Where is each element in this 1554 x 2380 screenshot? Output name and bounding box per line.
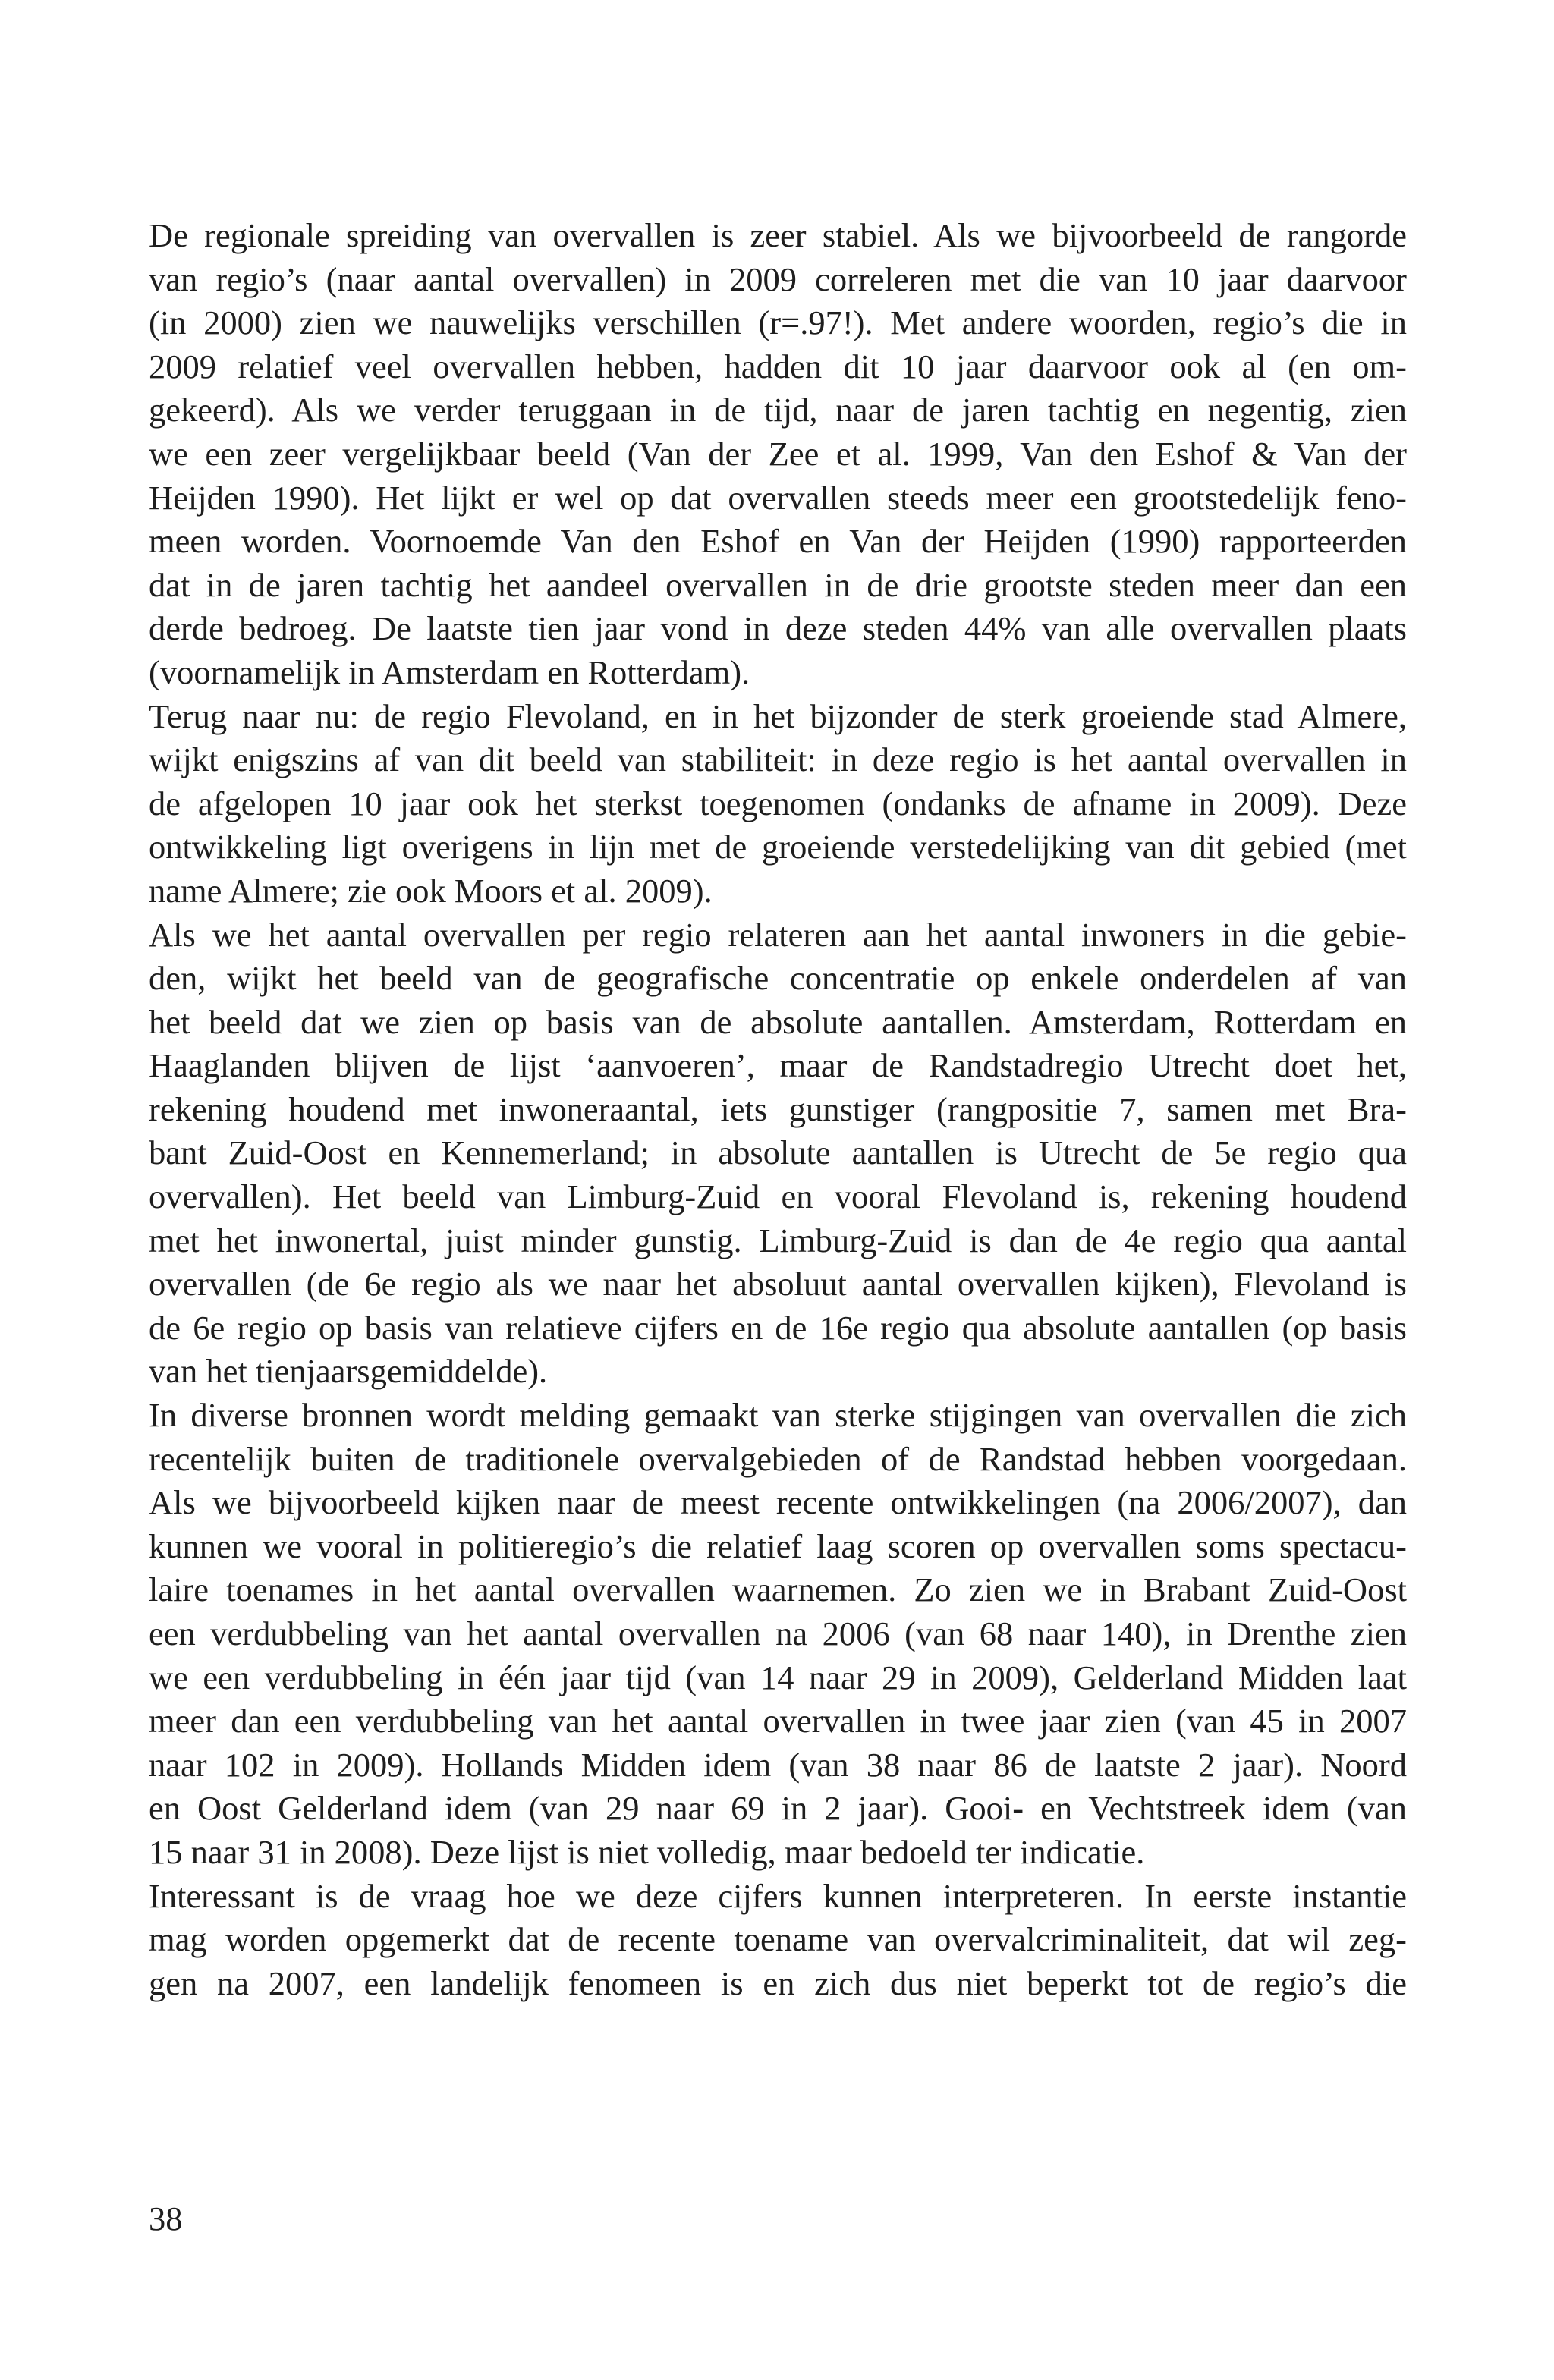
text-line: mag worden opgemerkt dat de recente toename van overvalcriminaliteit, dat wil zeg- <box>149 1920 1407 1959</box>
text-line: laire toenames in het aantal overvallen waarnemen. Zo zien we in Brabant Zuid-Oost <box>149 1570 1407 1609</box>
text-line: de 6e regio op basis van relatieve cijfers en de 16e regio qua absolute aantallen (op basis <box>149 1308 1407 1347</box>
text-line: Heijden 1990). Het lijkt er wel op dat overvallen steeds meer een grootstedelijk feno- <box>149 478 1407 517</box>
text-line: ontwikkeling ligt overigens in lijn met de groeiende verstedelijking van dit gebied (met <box>149 828 1407 866</box>
text-line: overvallen (de 6e regio als we naar het absoluut aantal overvallen kijken), Flevoland is <box>149 1265 1407 1303</box>
text-line: Als we bijvoorbeeld kijken naar de meest recente ontwikkelingen (na 2006/2007), dan <box>149 1483 1407 1522</box>
text-line: Als we het aantal overvallen per regio relateren aan het aantal inwoners in die gebie- <box>149 915 1407 954</box>
text-line: een verdubbeling van het aantal overvallen na 2006 (van 68 naar 140), in Drenthe zien <box>149 1614 1407 1652</box>
text-line: gekeerd). Als we verder teruggaan in de tijd, naar de jaren tachtig en negentig, zien <box>149 391 1407 429</box>
text-line: overvallen). Het beeld van Limburg-Zuid en vooral Flevoland is, rekening houdend <box>149 1177 1407 1216</box>
text-line: kunnen we vooral in politieregio’s die relatief laag scoren op overvallen soms spectacu- <box>149 1526 1407 1565</box>
paragraph <box>149 214 1407 695</box>
text-line: De regionale spreiding van overvallen is zeer stabiel. Als we bijvoorbeeld de rangorde <box>149 216 1407 254</box>
text-line: meer dan een verdubbeling van het aantal overvallen in twee jaar zien (van 45 in 2007 <box>149 1702 1407 1740</box>
text-line: we een zeer vergelijkbaar beeld (Van der Zee et al. 1999, Van den Eshof & Van der <box>149 434 1407 473</box>
text-line: Haaglanden blijven de lijst ‘aanvoeren’, maar de Randstadregio Utrecht doet het, <box>149 1046 1407 1085</box>
text-line: we een verdubbeling in één jaar tijd (van 14 naar 29 in 2009), Gelderland Midden laat <box>149 1658 1407 1696</box>
paragraph <box>149 695 1407 913</box>
paragraph <box>149 1875 1407 2006</box>
text-line: recentelijk buiten de traditionele overvalgebieden of de Randstad hebben voorgedaan. <box>149 1439 1407 1478</box>
text-line: (voornamelijk in Amsterdam en Rotterdam). <box>149 652 750 691</box>
text-line: de afgelopen 10 jaar ook het sterkst toegenomen (ondanks de afname in 2009). Deze <box>149 784 1407 822</box>
text-line: (in 2000) zien we nauwelijks verschillen (r=.97!). Met andere woorden, regio’s die in <box>149 303 1407 342</box>
text-line: den, wijkt het beeld van de geografische concentratie op enkele onderdelen af van <box>149 959 1407 998</box>
body-text <box>149 214 1407 2005</box>
text-line: van regio’s (naar aantal overvallen) in 2009 correleren met die van 10 jaar daarvoor <box>149 259 1407 298</box>
text-line: het beeld dat we zien op basis van de absolute aantallen. Amsterdam, Rotterdam en <box>149 1002 1407 1041</box>
text-line: dat in de jaren tachtig het aandeel overvallen in de drie grootste steden meer dan een <box>149 565 1407 604</box>
text-line: In diverse bronnen wordt melding gemaakt van sterke stijgingen van overvallen die zich <box>149 1396 1407 1435</box>
text-line: gen na 2007, een landelijk fenomeen is en zich dus niet beperkt tot de regio’s die <box>149 1963 1407 2002</box>
paragraph <box>149 913 1407 1394</box>
text-line: Terug naar nu: de regio Flevoland, en in het bijzonder de sterk groeiende stad Almere, <box>149 696 1407 735</box>
paragraph <box>149 1394 1407 1875</box>
text-line: naar 102 in 2009). Hollands Midden idem (van 38 naar 86 de laatste 2 jaar). Noord <box>149 1745 1407 1784</box>
text-line: 2009 relatief veel overvallen hebben, hadden dit 10 jaar daarvoor ook al (en om- <box>149 347 1407 385</box>
text-line: derde bedroeg. De laatste tien jaar vond in deze steden 44% van alle overvallen plaats <box>149 609 1407 648</box>
text-line: rekening houdend met inwoneraantal, iets gunstiger (rangpositie 7, samen met Bra- <box>149 1089 1407 1128</box>
text-line: wijkt enigszins af van dit beeld van stabiliteit: in deze regio is het aantal overvallen in <box>149 740 1407 779</box>
text-line: meen worden. Voornoemde Van den Eshof en Van der Heijden (1990) rapporteerden <box>149 522 1407 561</box>
text-line: bant Zuid-Oost en Kennemerland; in absolute aantallen is Utrecht de 5e regio qua <box>149 1133 1407 1172</box>
text-line: 15 naar 31 in 2008). Deze lijst is niet volledig, maar bedoeld ter indicatie. <box>149 1832 1145 1871</box>
text-line: van het tienjaarsgemiddelde). <box>149 1352 548 1391</box>
text-line: met het inwonertal, juist minder gunstig. Limburg-Zuid is dan de 4e regio qua aantal <box>149 1221 1407 1259</box>
text-line: Interessant is de vraag hoe we deze cijfers kunnen interpreteren. In eerste instantie <box>149 1876 1407 1915</box>
text-line: name Almere; zie ook Moors et al. 2009). <box>149 871 713 910</box>
page-number: 38 <box>149 2199 183 2237</box>
text-line: en Oost Gelderland idem (van 29 naar 69 in 2 jaar). Gooi- en Vechtstreek idem (van <box>149 1789 1407 1828</box>
